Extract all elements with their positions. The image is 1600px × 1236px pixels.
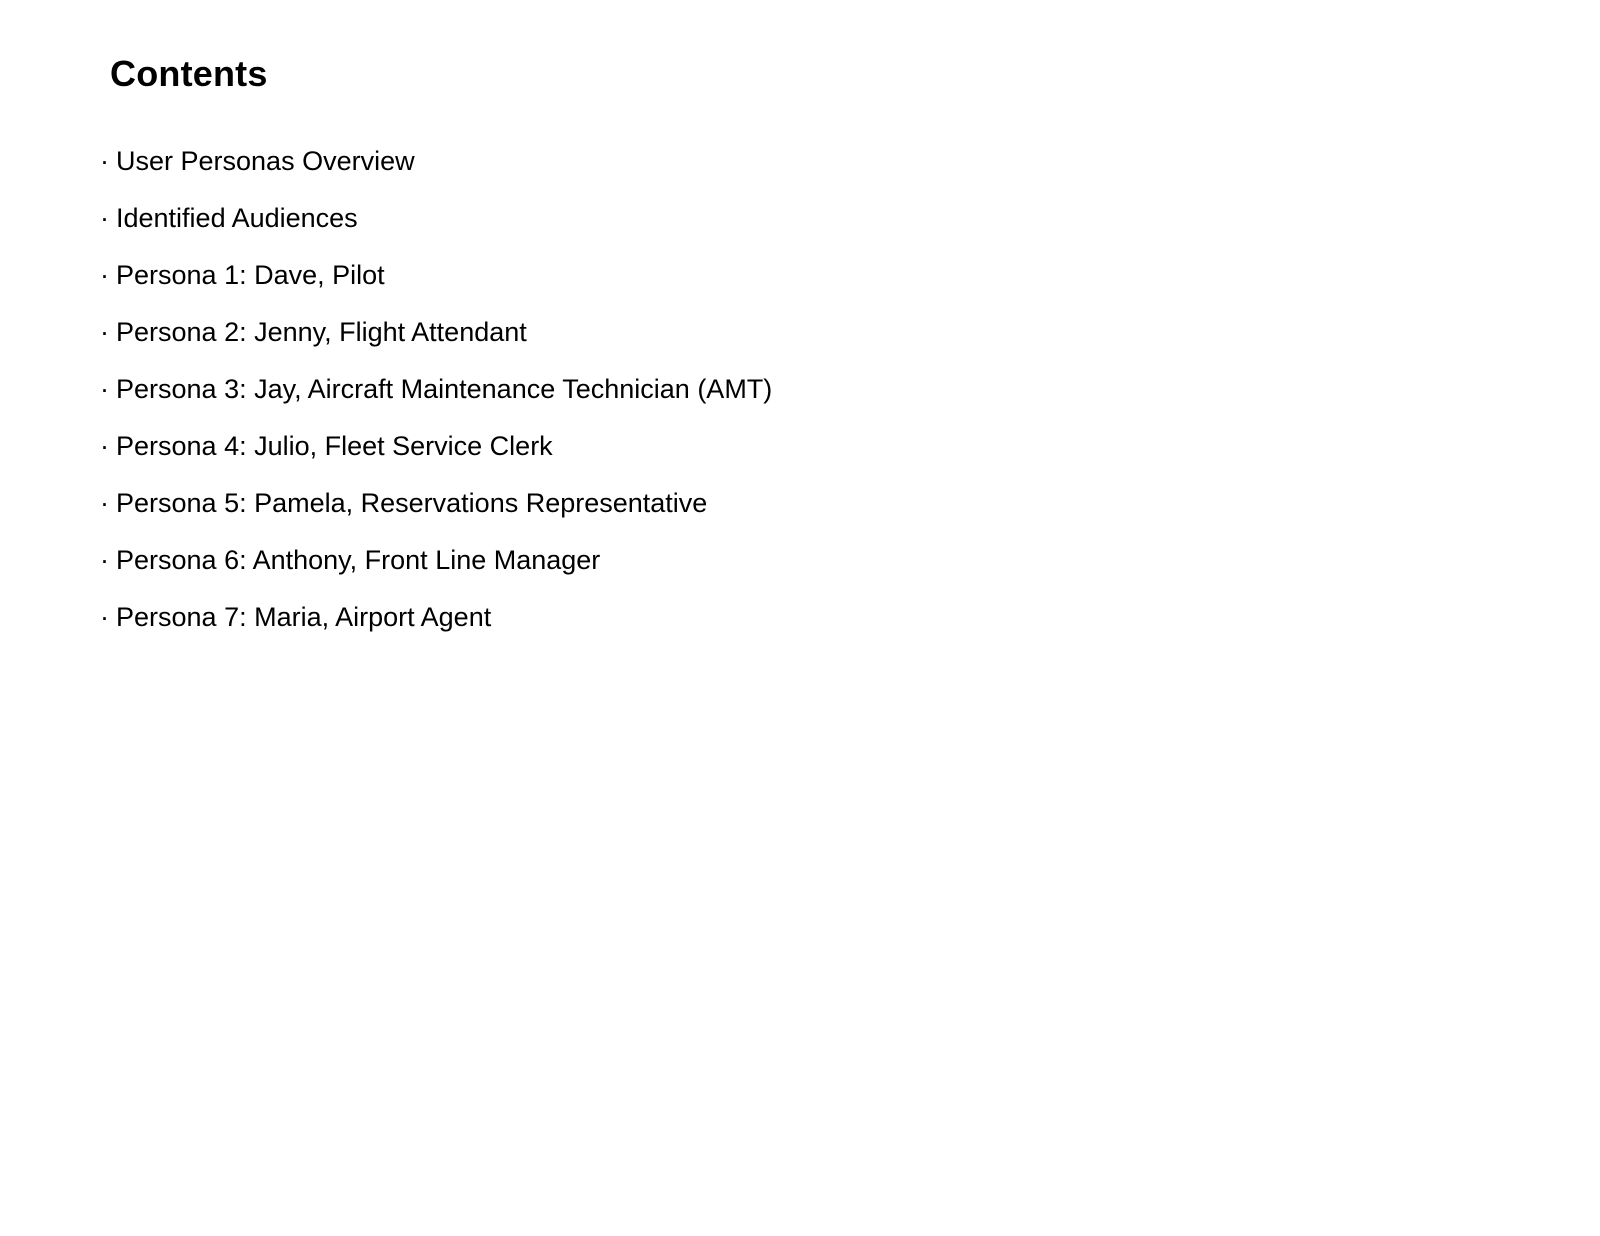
toc-item-persona-2[interactable] bbox=[100, 315, 772, 372]
toc-item-label: Persona 2: Jenny, Flight Attendant bbox=[116, 317, 527, 347]
toc-item-persona-5[interactable] bbox=[100, 486, 772, 543]
toc-item-label: Identified Audiences bbox=[116, 203, 358, 233]
toc-item-persona-6[interactable] bbox=[100, 543, 772, 600]
toc-item-label: Persona 3: Jay, Aircraft Maintenance Technician (AMT) bbox=[116, 374, 773, 404]
bullet-glyph: · bbox=[100, 317, 109, 347]
bullet-glyph: · bbox=[100, 146, 109, 176]
bullet-glyph: · bbox=[100, 374, 109, 404]
toc-item-label: User Personas Overview bbox=[116, 146, 415, 176]
toc-item-label: Persona 6: Anthony, Front Line Manager bbox=[116, 545, 601, 575]
bullet-glyph: · bbox=[100, 602, 109, 632]
toc-item-label: Persona 5: Pamela, Reservations Representative bbox=[116, 488, 708, 518]
toc-item-persona-4[interactable] bbox=[100, 429, 772, 486]
page-title: Contents bbox=[110, 53, 268, 94]
toc-item-user-personas-overview[interactable] bbox=[100, 144, 772, 201]
toc-item-persona-3[interactable] bbox=[100, 372, 772, 429]
toc-item-label: Persona 7: Maria, Airport Agent bbox=[116, 602, 492, 632]
toc-item-persona-1[interactable] bbox=[100, 258, 772, 315]
bullet-glyph: · bbox=[100, 431, 109, 461]
table-of-contents bbox=[100, 144, 772, 657]
toc-item-label: Persona 1: Dave, Pilot bbox=[116, 260, 385, 290]
toc-item-label: Persona 4: Julio, Fleet Service Clerk bbox=[116, 431, 553, 461]
toc-item-identified-audiences[interactable] bbox=[100, 201, 772, 258]
bullet-glyph: · bbox=[100, 488, 109, 518]
bullet-glyph: · bbox=[100, 260, 109, 290]
toc-item-persona-7[interactable] bbox=[100, 600, 772, 657]
bullet-glyph: · bbox=[100, 545, 109, 575]
bullet-glyph: · bbox=[100, 203, 109, 233]
